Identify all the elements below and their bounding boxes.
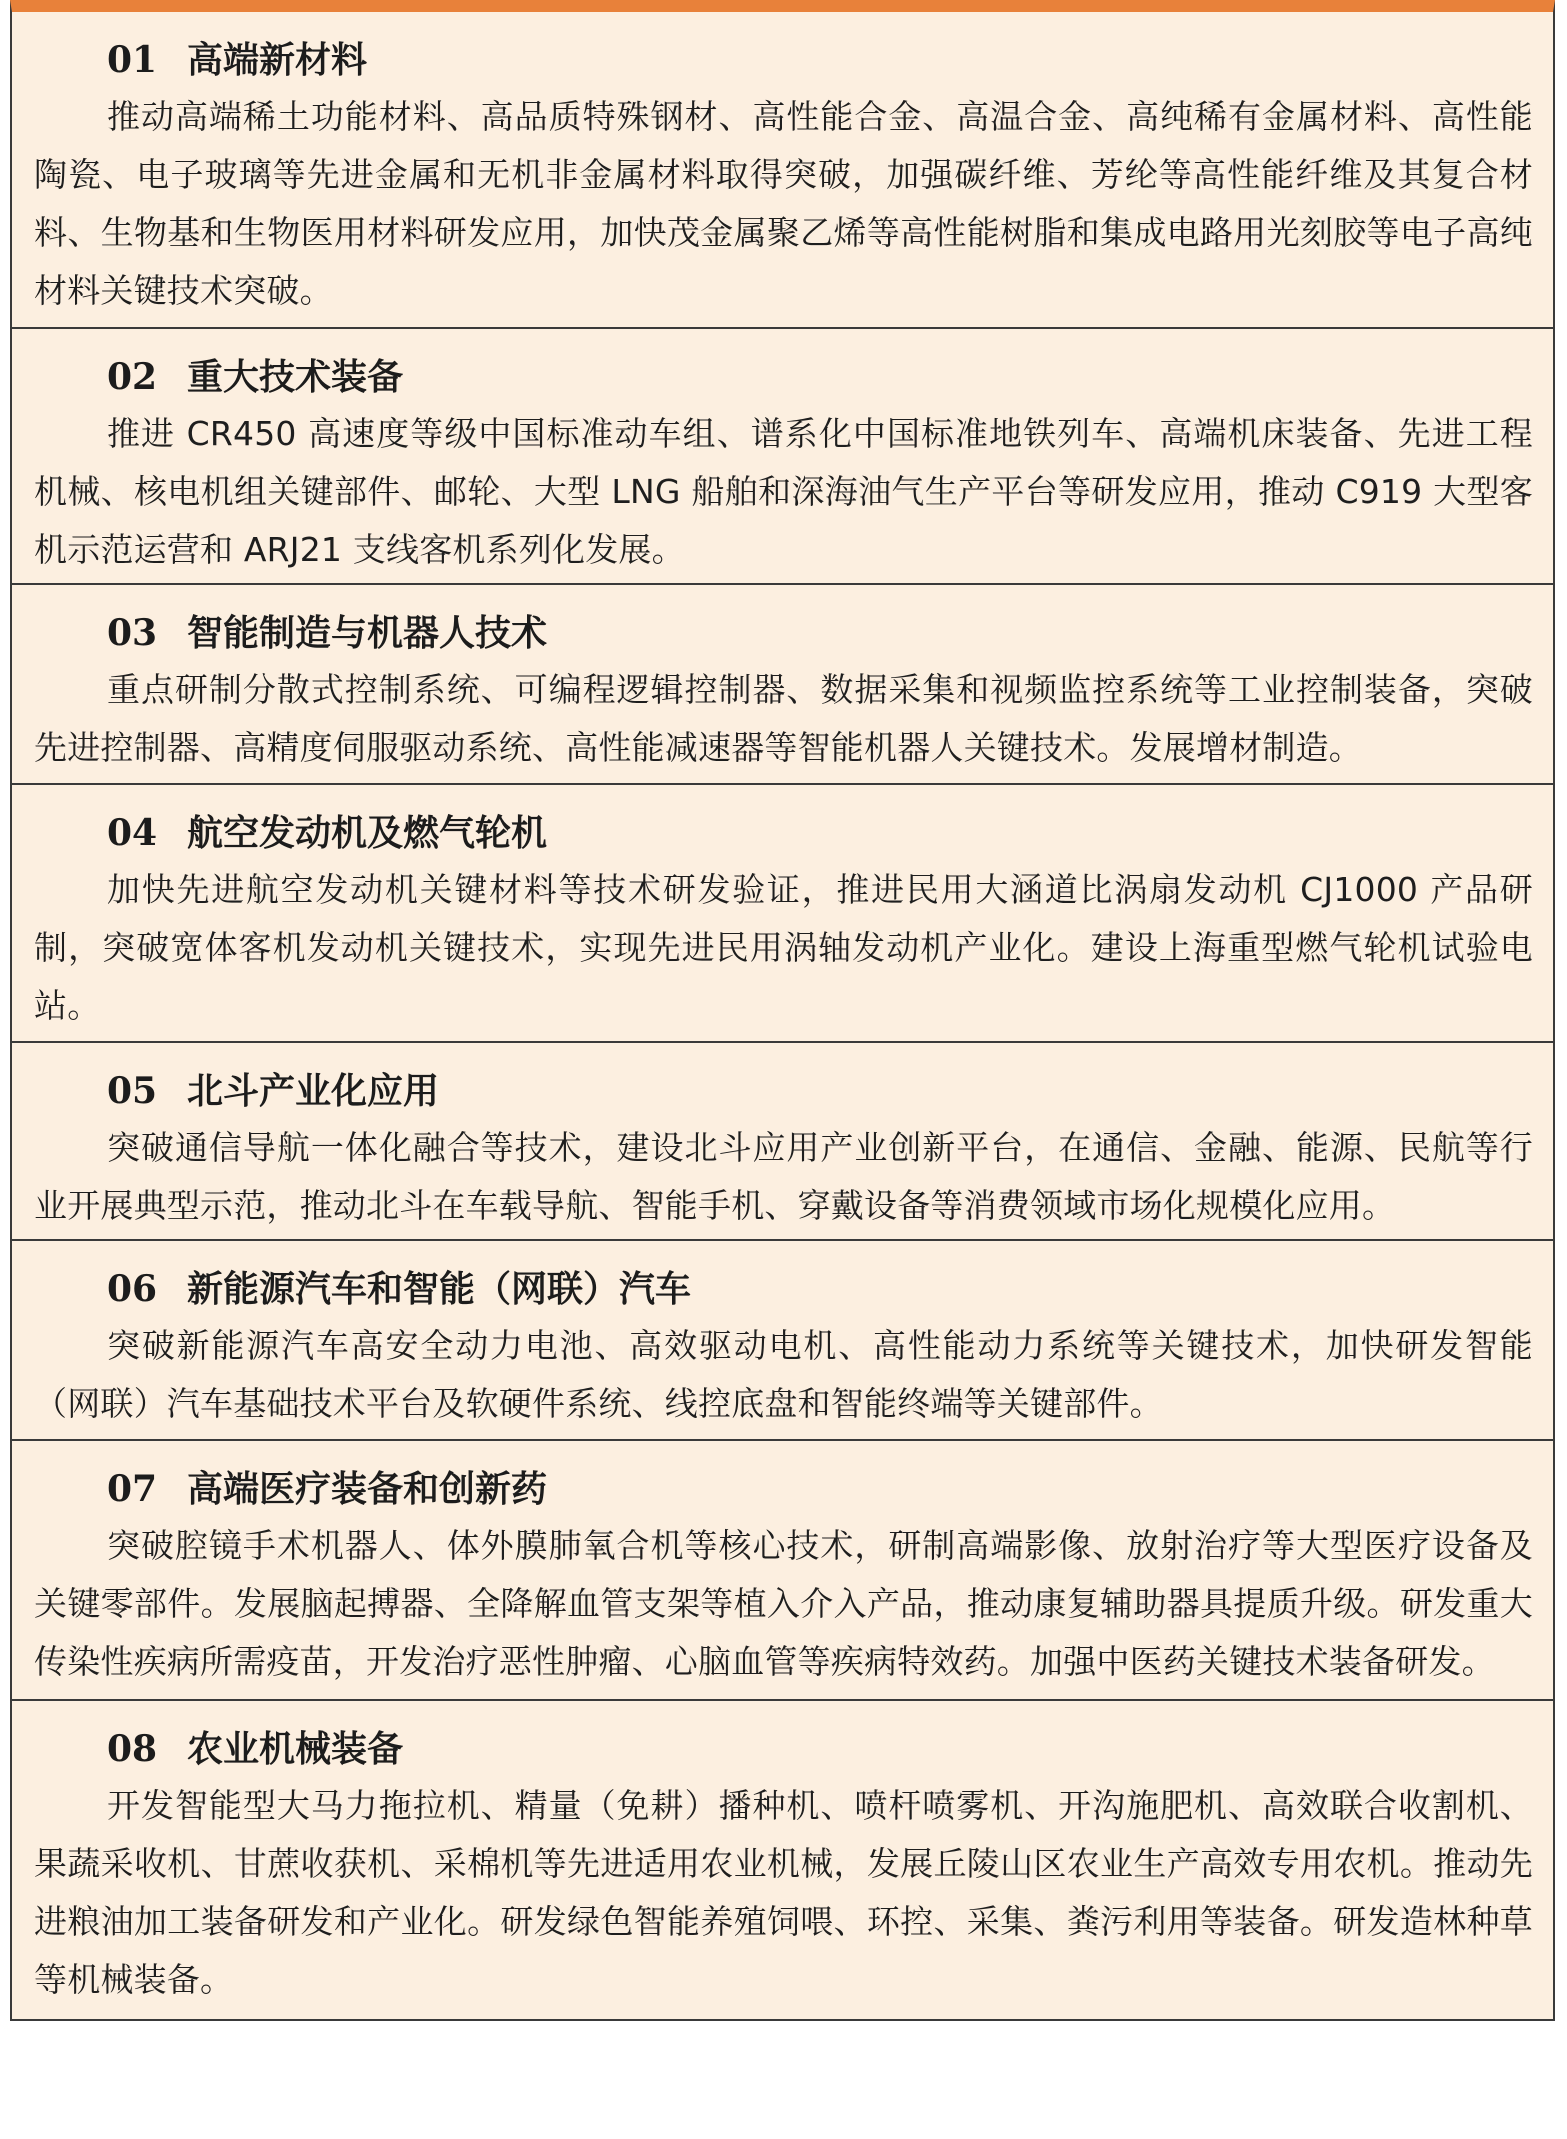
section-title: 航空发动机及燃气轮机 xyxy=(187,812,548,854)
section-text: 推动高端稀土功能材料、高品质特殊钢材、高性能合金、高温合金、高纯稀有金属材料、高性能陶瓷、电子玻璃等先进金属和无机非金属材料取得突破，加强碳纤维、芳纶等高性能纤维及其复合材料、生物基和生物医用材料研发应用，加快茂金属聚乙烯等高性能树脂和集成电路用光刻胶等电子高纯材料关键技术突破。 xyxy=(34,97,1533,310)
section-06 xyxy=(12,1241,1553,1441)
section-03 xyxy=(12,585,1553,785)
section-number: 03 xyxy=(107,612,158,654)
section-07 xyxy=(12,1441,1553,1701)
section-number: 04 xyxy=(107,812,158,854)
section-heading xyxy=(34,1721,1533,1777)
document-panel xyxy=(10,0,1555,2021)
section-heading xyxy=(34,32,1533,88)
section-heading xyxy=(34,605,1533,661)
section-number: 08 xyxy=(107,1728,158,1770)
section-title: 智能制造与机器人技术 xyxy=(187,612,548,654)
section-02 xyxy=(12,329,1553,585)
section-number: 05 xyxy=(107,1070,158,1112)
section-text: 加快先进航空发动机关键材料等技术研发验证，推进民用大涵道比涡扇发动机 CJ1000 产品研制，突破宽体客机发动机关键技术，实现先进民用涡轴发动机产业化。建设上海重型燃气轮机试验电站。 xyxy=(34,870,1533,1025)
section-number: 07 xyxy=(107,1468,158,1510)
section-title: 北斗产业化应用 xyxy=(187,1070,440,1112)
section-01 xyxy=(12,12,1553,329)
section-heading xyxy=(34,1063,1533,1119)
section-title: 高端新材料 xyxy=(187,39,368,81)
section-heading xyxy=(34,1261,1533,1317)
section-title: 高端医疗装备和创新药 xyxy=(187,1468,548,1510)
section-number: 01 xyxy=(107,39,158,81)
section-text: 突破新能源汽车高安全动力电池、高效驱动电机、高性能动力系统等关键技术，加快研发智能（网联）汽车基础技术平台及软硬件系统、线控底盘和智能终端等关键部件。 xyxy=(34,1326,1533,1423)
section-text: 开发智能型大马力拖拉机、精量（免耕）播种机、喷杆喷雾机、开沟施肥机、高效联合收割机、果蔬采收机、甘蔗收获机、采棉机等先进适用农业机械，发展丘陵山区农业生产高效专用农机。推动先进粮油加工装备研发和产业化。研发绿色智能养殖饲喂、环控、采集、粪污利用等装备。研发造林种草等机械装备。 xyxy=(34,1786,1533,1999)
section-title: 农业机械装备 xyxy=(187,1728,404,1770)
section-number: 02 xyxy=(107,356,158,398)
section-title: 新能源汽车和智能（网联）汽车 xyxy=(187,1268,692,1310)
section-heading xyxy=(34,349,1533,405)
section-text: 推进 CR450 高速度等级中国标准动车组、谱系化中国标准地铁列车、高端机床装备、先进工程机械、核电机组关键部件、邮轮、大型 LNG 船舶和深海油气生产平台等研发应用，推动 C919 大型客机示范运营和 ARJ21 支线客机系列化发展。 xyxy=(34,414,1533,569)
section-05 xyxy=(12,1043,1553,1241)
section-title: 重大技术装备 xyxy=(187,356,404,398)
section-text: 突破通信导航一体化融合等技术，建设北斗应用产业创新平台，在通信、金融、能源、民航等行业开展典型示范，推动北斗在车载导航、智能手机、穿戴设备等消费领域市场化规模化应用。 xyxy=(34,1128,1533,1225)
section-heading xyxy=(34,1461,1533,1517)
section-04 xyxy=(12,785,1553,1043)
section-text: 突破腔镜手术机器人、体外膜肺氧合机等核心技术，研制高端影像、放射治疗等大型医疗设备及关键零部件。发展脑起搏器、全降解血管支架等植入介入产品，推动康复辅助器具提质升级。研发重大传染性疾病所需疫苗，开发治疗恶性肿瘤、心脑血管等疾病特效药。加强中医药关键技术装备研发。 xyxy=(34,1526,1533,1681)
section-08 xyxy=(12,1701,1553,2019)
section-text: 重点研制分散式控制系统、可编程逻辑控制器、数据采集和视频监控系统等工业控制装备，突破先进控制器、高精度伺服驱动系统、高性能减速器等智能机器人关键技术。发展增材制造。 xyxy=(34,670,1533,767)
section-heading xyxy=(34,805,1533,861)
section-number: 06 xyxy=(107,1268,158,1310)
